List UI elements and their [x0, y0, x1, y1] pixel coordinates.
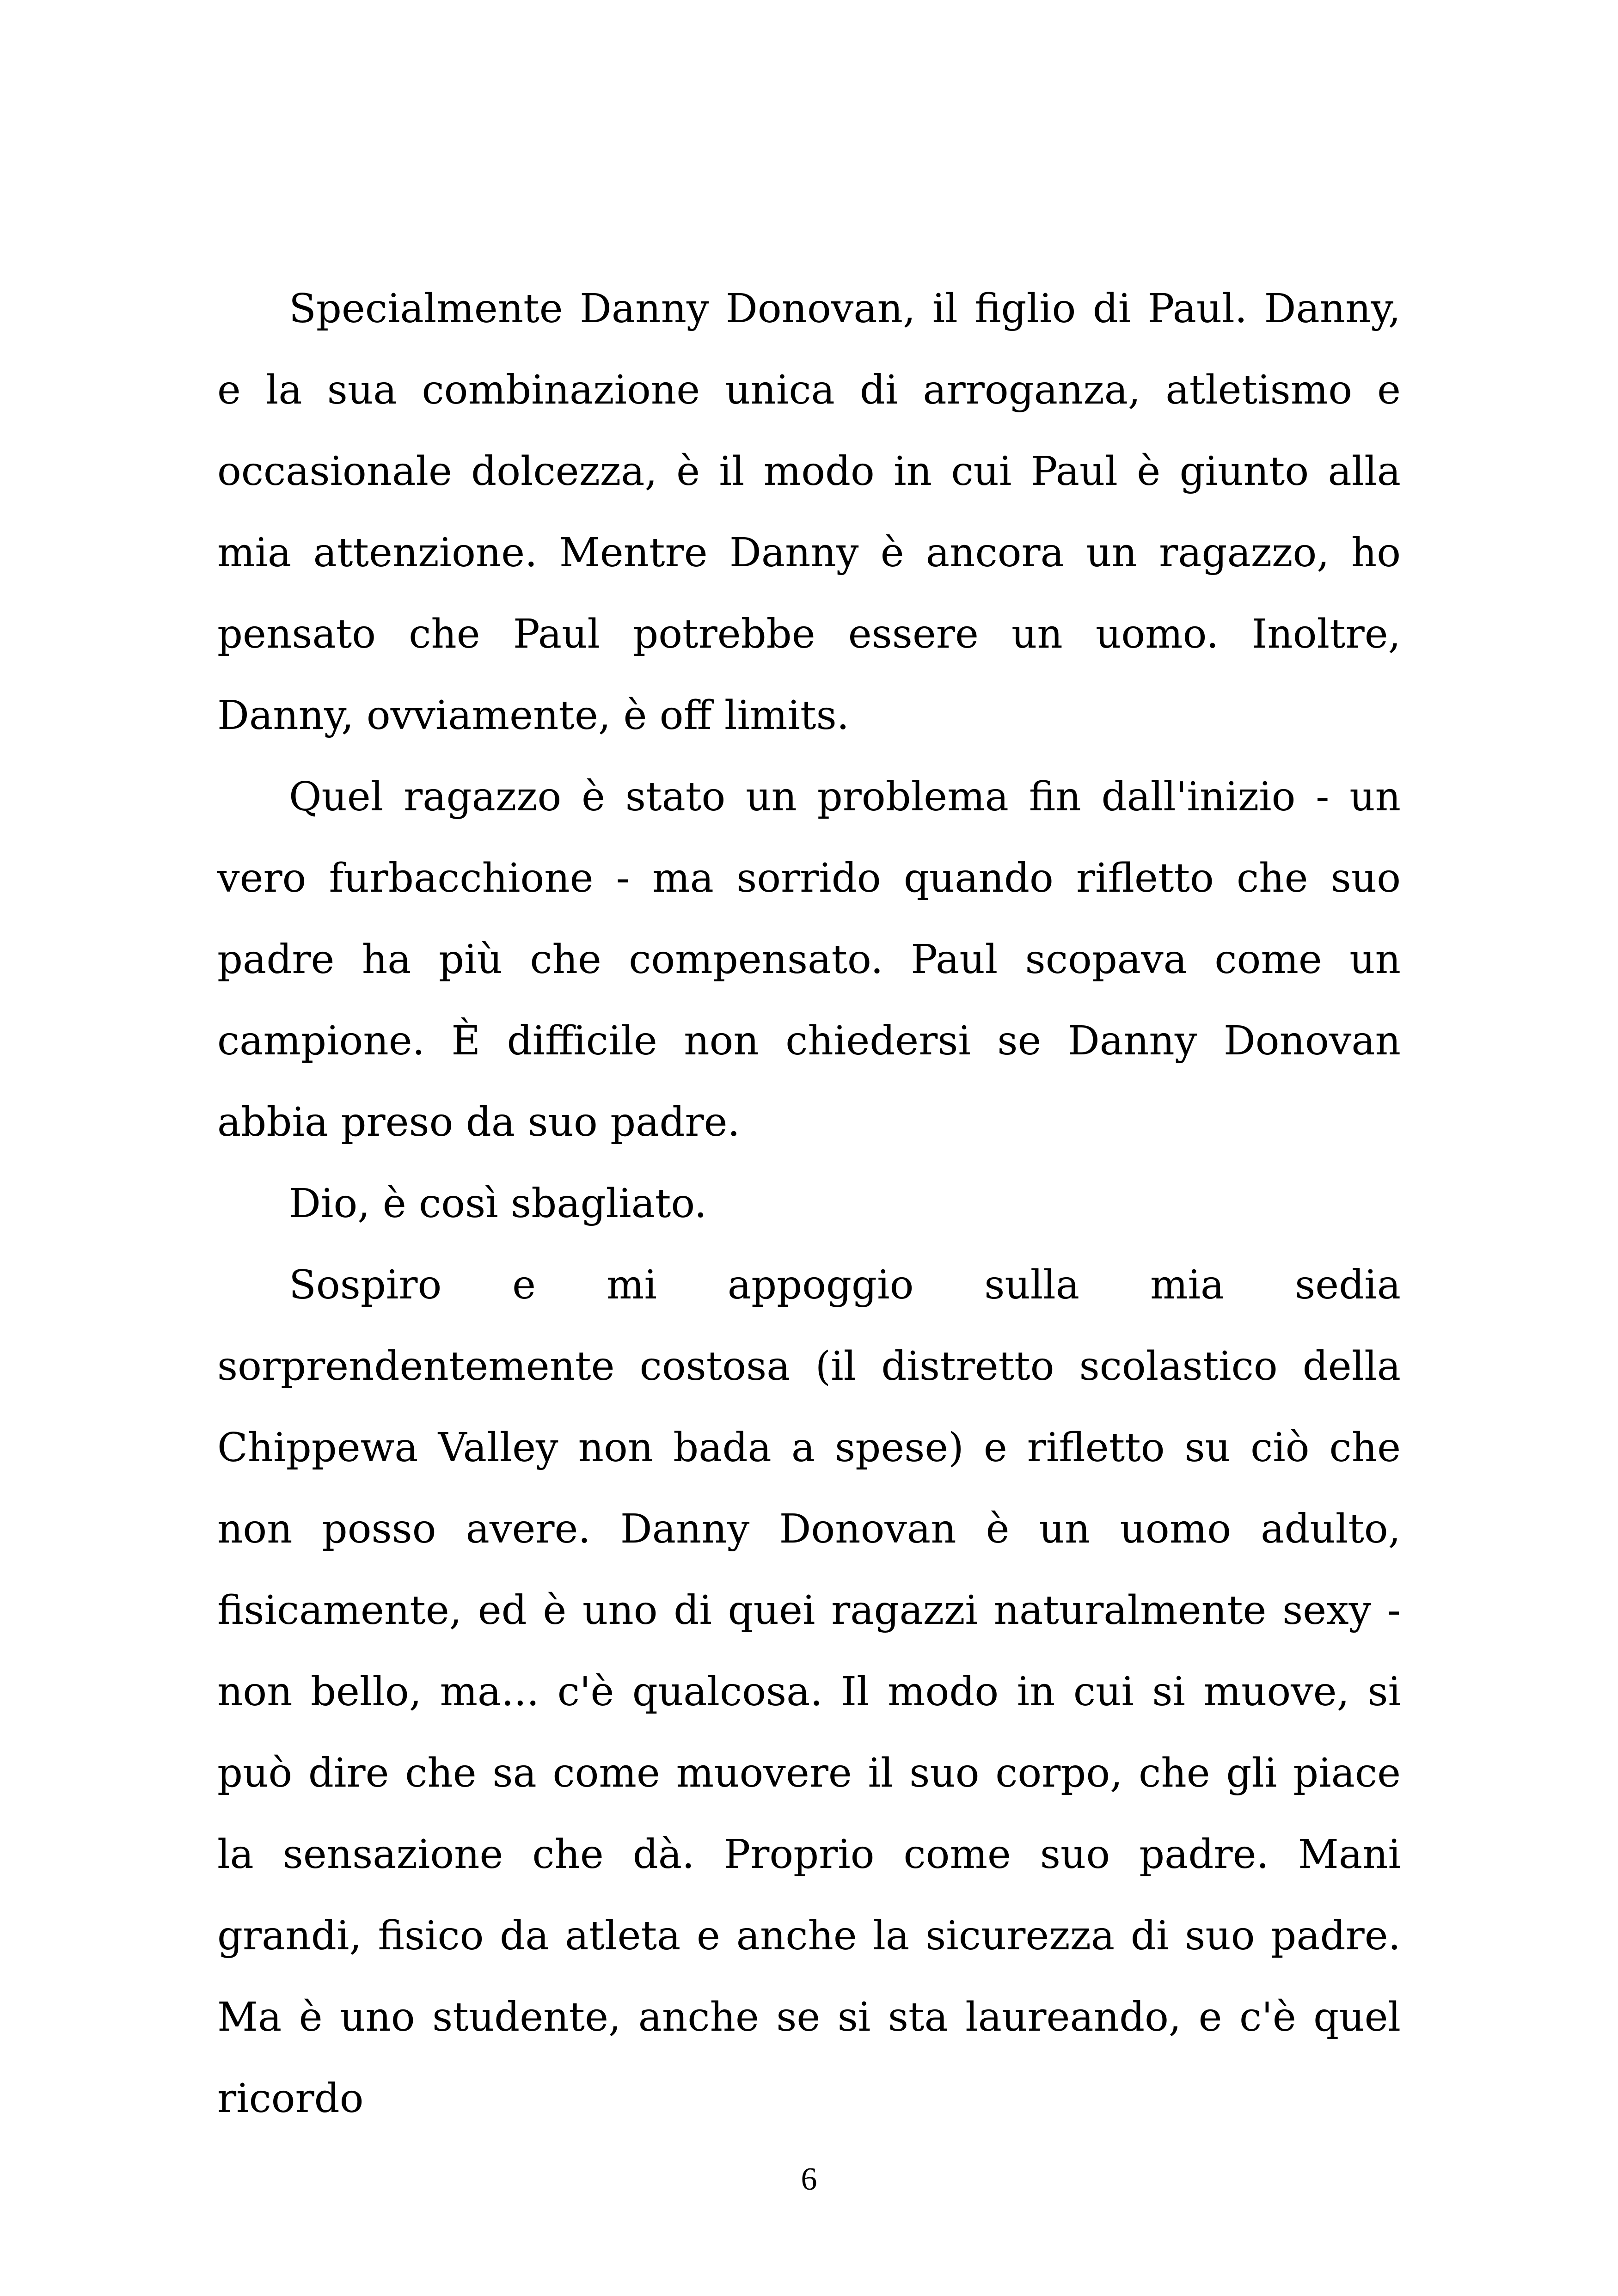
- paragraph-4: Sospiro e mi appoggio sulla mia sedia sorprendentemente costosa (il distretto scolastico della Chippewa Valley non bada a spese) e rifletto su ciò che non posso avere. Danny Donovan è un uomo adulto, fisicamente, ed è uno di quei ragazzi naturalmente sexy - non bello, ma... c'è qualcosa. Il modo in cui si muove, si può dire che sa come muovere il suo corpo, che gli piace la sensazione che dà. Proprio come suo padre. Mani grandi, fisico da atleta e anche la sicurezza di suo padre. Ma è uno studente, anche se si sta laureando, e c'è quel ricordo: [217, 1262, 1401, 2122]
- paragraph-3: Dio, è così sbagliato.: [289, 1181, 707, 1227]
- paragraph-2: Quel ragazzo è stato un problema fin dall'inizio - un vero furbacchione - ma sorrido quando rifletto che suo padre ha più che compensato. Paul scopava come un campione. È difficile non chiedersi se Danny Donovan abbia preso da suo padre.: [217, 774, 1401, 1145]
- page-number: 6: [801, 2161, 817, 2197]
- body-text: [217, 268, 1401, 2139]
- paragraph-1: Specialmente Danny Donovan, il figlio di Paul. Danny, e la sua combinazione unica di arroganza, atletismo e occasionale dolcezza, è il modo in cui Paul è giunto alla mia attenzione. Mentre Danny è ancora un ragazzo, ho pensato che Paul potrebbe essere un uomo. Inoltre, Danny, ovviamente, è off limits.: [217, 286, 1401, 739]
